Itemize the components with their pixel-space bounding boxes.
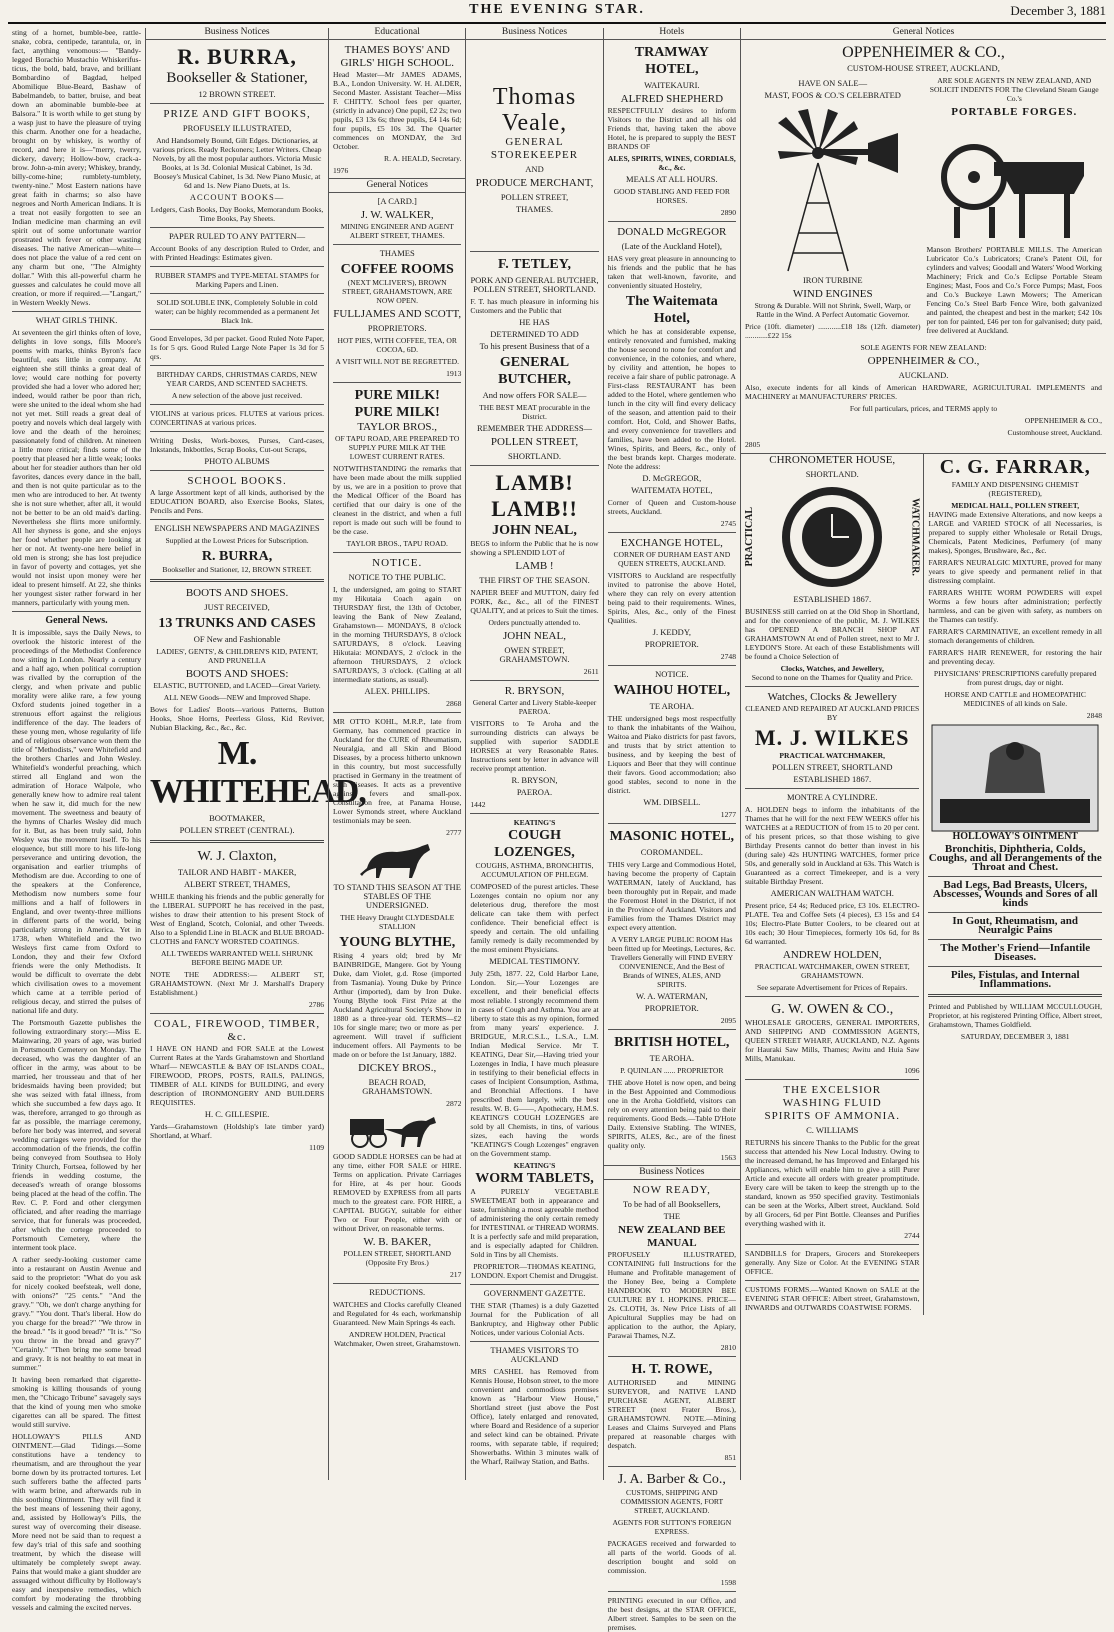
oppenheimer-2: OPPENHEIMER & CO.,: [867, 355, 980, 367]
cashel: MRS CASHEL has Removed from Kennis House, Hobson street, to the more convenient and commodious premises known as "Harbour View House," Shortland street (just above the Post Office), lately enlarged and renovated, where Board and Residence of a superior and select kind can be obtained. Private rooms, with separate table, if required; Showerbaths. Within 3 minutes walk of the Wharf, Railway Station, and Baths.: [470, 1367, 599, 1466]
he-has: HE HAS: [519, 317, 550, 327]
high-school-title: THAMES BOYS' AND GIRLS' HIGH SCHOOL.: [340, 44, 454, 69]
neuralgic: FARRAR'S NEURALGIC MIXTURE, proved for many years to give speedy and permanent relief in that distressing complaint.: [928, 558, 1102, 585]
heald: R. A. HEALD, Secretary.: [384, 154, 462, 163]
waltham-body: Present price, £4 4s; Reduced price, £3 10s. ELECTRO-PLATE. Tea and Coffee Sets (4 pieces), £3 15s and £4 10s; Electro-Plate Butter Coolers, to be cleared out at 10s each; 30 Hour Timepieces, formerly 10s 6d, for 8s 6d warranted.: [744, 901, 920, 946]
opp-agents: ARE SOLE AGENTS IN NEW ZEALAND, AND SOLICIT INDENTS FOR The Cleveland Steam Gauge Co.'s: [929, 76, 1099, 103]
blythe-body: Rising 4 years old; bred by Mr BAINBRIDGE, Mangere. Got by Young Duke, dam Violet, g.d. Rose (imported from Tasmania). Young Duke by Prince Arthur (imported), dam by Iron Duke. Young Blythe took First Prize at the Auckland Agricultural Society's Show in 1880 as a three-year old. TERMS—£2 10s for single mare; two or more as per agreement. Will travel if sufficient inducement offers. All Payments to be made on or before the 1st January, 1882.: [333, 951, 462, 1059]
british-aroha: TE AROHA.: [649, 1053, 695, 1063]
clocks-sub: Second to none on the Thames for Quality and Price.: [751, 673, 913, 682]
masthead: [8, 0, 1106, 24]
owen-co: G. W. OWEN & CO.,: [771, 1002, 894, 1017]
keddy: J. KEDDY,: [652, 627, 691, 637]
veale-street: POLLEN STREET,: [500, 192, 569, 202]
section-business: Business Notices: [604, 1165, 740, 1180]
offers: And now offers FOR SALE—: [482, 390, 587, 400]
kohl: MR OTTO KOHL, M.R.P., late from Germany, has commenced practice in Auckland for the CURE of Rheumatism, Neuralgia, and all Skin and Blood Diseases, by a process hitherto unknown in this country, but most successfully practised in Germany in the treatment of such diseases. It acts as a preventive against fevers and small-pox. Consultation free, at Panama House, Lower Symonds street, where Auckland testimonials may be seen.: [333, 717, 462, 825]
column-6: [740, 28, 1106, 1480]
rowe-body: AUTHORISED and MINING SURVEYOR, and NATIVE LAND PURCHASE AGENT, ALBERT STREET (next Frater Bros.), GRAHAMSTOWN. NOTE.—Mining Leases and Claims Surveyed and Plans prepared at reasonable charges with despatch.: [607, 1378, 736, 1450]
article-holloway: HOLLOWAY'S PILLS AND OINTMENT.—Glad Tidings.—Some constitutions have a tendency to rheumatism, and are throughout the year borne down by its protracted tortures. Let such sufferers bathe the affected parts with warm brine, and afterwards rub in this soothing Ointment. They will find it the best means of lessening their agony, and, assisted by Holloway's Pills, the surest way of overcoming their disease. More need not be said than to request a few day's trial of this safe and soothing treatment, by which the disease will ultimately be completely swept away. Pains that would make a giant shudder are assuaged without difficulty by Holloway's easy and inexpensive remedies, which comfort by moderating the throbbing vessels and calming the excited nerves.: [12, 1432, 142, 1612]
printing: PRINTING executed in our Office, and the best designs, at the STAR OFFICE, Albert street. Samples to be seen on the premises.: [607, 1596, 736, 1632]
claxton-address: ALBERT STREET, THAMES,: [183, 879, 291, 889]
shepherd: ALFRED SHEPHERD: [620, 93, 724, 105]
wilkes: M. J. WILKES: [754, 725, 910, 750]
cough-lozenges: COUGH LOZENGES,: [494, 828, 575, 860]
saddle-horses: GOOD SADDLE HORSES can be had at any time, either FOR SALE or HIRE. Terms on application. Private Carriages for Hire, at 4s per hour. Goods REMOVED by EXPRESS from all parts much to the greatest care. FOR HIRE, a CAPITAL BUGGY, suitable for either Two or Four People, either with or without Driver, on reasonable terms.: [333, 1152, 462, 1233]
bad-legs: Bad Legs, Bad Breasts, Ulcers, Abscesses, Wounds and Sores of all kinds: [932, 879, 1098, 909]
worm-powders: FARRARS WHITE WORM POWDERS will expel Worms a few hours after administration; perfectly harmless, and can be given with safety, as numbers on the Thames can testify.: [928, 588, 1102, 624]
waitemata-sig: WAITEMATA HOTEL,: [631, 485, 713, 495]
dibsell: WM. DIBSELL.: [643, 797, 701, 807]
washing-fluid: WASHING FLUID: [782, 1097, 882, 1109]
watches-cleaned: WATCHES and Clocks carefully Cleaned and Regulated for 4s each, workmanship Guaranteed. New Main Springs 4s each.: [333, 1300, 462, 1327]
horse-illustration: [352, 840, 442, 880]
excelsior: THE EXCELSIOR: [783, 1084, 882, 1096]
prize-books: PRIZE AND GIFT BOOKS,: [163, 108, 311, 120]
a-card: [A CARD.]: [377, 196, 417, 206]
burra-address: 12 BROWN STREET.: [198, 89, 276, 99]
first-season: THE FIRST OF THE SEASON.: [479, 575, 590, 585]
burra-name: R. BURRA,: [177, 44, 297, 69]
stand-season: TO STAND THIS SEASON AT THE STABLES OF THE UNDERSIGNED.: [333, 882, 461, 910]
phillips-number: 2868: [446, 699, 462, 708]
chronometer-ad: [741, 454, 924, 1315]
article-charms: sting of a hornet, bumble-bee, rattle-snake, cobra, centipede, tarantula, or, in fact, anything venomous:— "Bandy-legged Borachio Mustachio Whiskerifus-ticus, the bold, bald, brave, and brilliant Bombardino of Bagdad, helped Abomilique Blue-Beard, Bashaw of Babelmandeb, to batter, bruise, and beat down an abominable bumble-bee at Balsora." It is worth while to get stung by a wasp just to have the pleasure of trying this charm. Another one for a headache, brought on by whiskey, is worthy of record, and here it is—"merry, twerry, dickery, davery; Hollow-bow, crack-a-brow. John-a-min avery; Whiskey, brandy, billy-come-hine; rumblety-tumblety, twenty-nine." Most Eastern nations have great faith in charms; so also have negroes and North American Indians. It is a treat not easily forgotten to see an Indian medicine man charming an evil spirit out of some unfortunate warrior prostrated with fever or other wasting diseases. The native American—white—does not place the value of a red cent on any charm but one, "The Almighty dollar." With this all-powerful charm he guesses and calculates he could move all creation, or more if required.—"Langart," in Western Weekly News.: [12, 28, 142, 307]
thames: THAMES: [379, 248, 415, 258]
mast-foos: MAST, FOOS & CO.'S CELEBRATED: [764, 90, 901, 100]
andrew-sub: PRACTICAL WATCHMAKER, OWEN STREET, GRAHAMSTOWN.: [754, 962, 910, 980]
mcgregor: DONALD McGREGOR: [617, 226, 727, 238]
opp3-address: Customhouse street, Auckland.: [1007, 428, 1102, 437]
opp-number: 2805: [744, 440, 761, 449]
proprietors: PROPRIETORS.: [367, 323, 427, 333]
kohl-number: 2777: [446, 828, 462, 837]
taylor-signature: TAYLOR BROS., TAPU ROAD.: [346, 539, 448, 548]
pollen-street: POLLEN STREET,: [490, 436, 579, 448]
buggy-illustration: [342, 1111, 452, 1149]
chronometer-house: CHRONOMETER HOUSE,: [769, 454, 896, 466]
veale-thames: THAMES.: [515, 204, 554, 214]
portable-forges: PORTABLE FORGES.: [951, 106, 1078, 118]
young-blythe: YOUNG BLYTHE,: [339, 935, 456, 950]
taylor-body: OF TAPU ROAD, ARE PREPARED TO SUPPLY PURE MILK AT THE LOWEST CURRENT RATES.: [334, 434, 460, 461]
waitemata-body: which he has at considerable expense, entirely renovated and furnished, making the house second to none for comfort and convenience, in the colonies, and where, by civility and attention, he hopes to receive a fair share of public patronage. A First-class RESTAURANT has been added to the Hotel, where gentlemen who lunch in the city will find every delicacy of the season, and attention paid to their comfort. Hot, Cold, and Shower Baths, and every convenience for travellers and families, have been added to the Hotel. Wines, Spirits, and Beers, &c., only of the best brands kept. Charges moderate. Note the address:: [607, 327, 736, 471]
coromandel: COROMANDEL.: [640, 847, 703, 857]
rubber-stamps: RUBBER STAMPS and TYPE-METAL STAMPS for Marking Papers and Linen.: [154, 271, 320, 289]
cough-sub: COUGHS, ASTHMA, BRONCHITIS, ACCUMULATION OF PHLEGM.: [475, 861, 594, 879]
owen-number: 2611: [583, 667, 599, 676]
worm-proprietor: PROPRIETOR—THOMAS KEATING, LONDON. Export Chemist and Druggist.: [471, 1262, 598, 1280]
boots-and-shoes-2: BOOTS AND SHOES:: [185, 668, 289, 680]
lamb-headline: LAMB! LAMB!!: [491, 470, 578, 521]
notice-sub: NOTICE TO THE PUBLIC.: [348, 572, 446, 582]
napier-beef: NAPIER BEEF and MUTTON, dairy fed PORK, &c., &c., all of the FINEST QUALITY, and at prices to Suit the times.: [470, 588, 599, 615]
section-general: General Notices: [329, 178, 465, 193]
account-list: Ledgers, Cash Books, Day Books, Memorandum Books, Time Books, Pay Sheets.: [150, 205, 324, 223]
trunks-cases: 13 TRUNKS AND CASES: [158, 616, 316, 631]
barber: J. A. Barber & Co.,: [617, 1472, 726, 1487]
dibsell-number: 1277: [720, 810, 736, 819]
rowe: H. T. ROWE,: [631, 1362, 713, 1377]
waterman-prop: PROPRIETOR.: [644, 1003, 699, 1013]
phillips: ALEX. PHILLIPS.: [364, 686, 430, 696]
established: ESTABLISHED 1867.: [793, 594, 872, 604]
section-header: Business Notices: [466, 28, 602, 40]
issue-date: December 3, 1881: [1010, 3, 1106, 18]
new-fashionable: OF New and Fashionable: [193, 634, 281, 644]
worm-tablets: WORM TABLETS,: [475, 1171, 594, 1186]
chrono-body: BUSINESS still carried on at the Old Shop in Shortland, and for the convenience of the public, M. J. WILKES has OPENED A BRANCH SHOP AT GRAHAMSTOWN At end of Pollen street, next to Mr J. LEYDON'S Store. At each of these Establishments will be found a Choice Selection of: [744, 607, 920, 661]
british-number: 1563: [720, 1153, 736, 1162]
printed-by: Printed and Published by WILLIAM MCCULLOUGH, Proprietor, at his registered Printing Office, Albert street, Grahamstown, Thames Goldfield.: [928, 1002, 1102, 1029]
see-separate: See separate Advertisement for Prices of Repairs.: [757, 983, 908, 992]
claxton-number: 2786: [308, 1000, 325, 1009]
article-cigarettes: It having been remarked that cigarette-smoking is killing thousands of young men, the "Chicago Tribune" savagely says that the kind of young men who smoke cigarettes can all be spared. The fittest would still survive.: [12, 1375, 142, 1429]
williams-body: RETURNS his sincere Thanks to the Public for the great success that attended his New Local Industry. Owing to the increased demand, he has Improved and Enlarged his Appliances, which will enable him to give a still Purer Article and execute all orders with greater promptitude. Every care will be taken to keep the strength up to the standard, known as 950 specified gravity. Testimonials can be seen at the Works, Albert street, Auckland. Sold by all Grocers, 6d per Pint Bottle. Cleanses and Purifies everything washed with it.: [744, 1138, 920, 1228]
have-on-sale: HAVE ON SALE—: [798, 78, 868, 88]
notice-body: I, the undersigned, am going to START my Hikutaia Coach again on THURSDAY first, the 13th of October, leaving the Bank of New Zealand, Grahamstown— MONDAYS, 8 o'clock in the morning THURSDAYS, 8 o'clock SATURDAYS, 8 o'clock. Leaving Hikutaia: MONDAYS, 2 o'clock in the afternoon THURSDAYS, 2 o'clock SATURDAYS, 3 o'clock. (Calling at all intermediate stations, as usual).: [333, 585, 462, 684]
barber-body: CUSTOMS, SHIPPING AND COMMISSION AGENTS, FORT STREET, AUCKLAND.: [620, 1488, 724, 1515]
hall-body: HAVING made Extensive Alterations, and now keeps a LARGE and VARIED STOCK of all Necessaries, is prepared to supply either Wholesale or Retail Drugs, Chemicals, Patent Medicines, Perfumery (of many makes), Sponges, Brushware, &c., &c.: [928, 510, 1102, 555]
bootmaker: BOOTMAKER,: [209, 813, 266, 823]
john-neal-2: JOHN NEAL,: [503, 630, 566, 642]
tetley-body: F. T. has much pleasure in informing his Customers and the Public that: [470, 297, 599, 315]
burra-body-2: Bookseller and Stationer, 12, BROWN STREET.: [162, 565, 312, 574]
keddy-prop: PROPRIETOR.: [644, 639, 699, 649]
envelopes: Good Envelopes, 3d per packet. Good Ruled Note Paper, 1s for 5 qrs. Good Ruled Large Note Paper 1s 3d for 5 qrs.: [150, 334, 325, 361]
violins: VIOLINS at various prices. FLUTES at various prices. CONCERTINAS at various prices.: [150, 409, 325, 427]
section-header: Business Notices: [146, 28, 328, 40]
coal-firewood: COAL, FIREWOOD, TIMBER, &c.: [153, 1018, 321, 1043]
exchange-addr: CORNER OF DURHAM EAST AND QUEEN STREETS, AUCKLAND.: [613, 550, 731, 568]
montre-cylindre: MONTRE A CYLINDRE.: [787, 792, 878, 802]
burra-name-2: R. BURRA,: [201, 549, 273, 564]
practical: PRACTICAL: [743, 507, 755, 567]
piles: Piles, Fistulas, and Internal Inflammations.: [950, 969, 1080, 990]
sutton: AGENTS FOR SUTTON'S FOREIGN EXPRESS.: [612, 1518, 732, 1536]
british-hotel: BRITISH HOTEL,: [614, 1035, 730, 1050]
bryson-body: VISITORS to Te Aroha and the surrounding districts can always be supplied with superior SADDLE HORSES at very Reasonable Rates. Instructions sent by letter in advance will receive prompt attention.: [470, 719, 599, 773]
stabling: GOOD STABLING AND FEED FOR HORSES.: [613, 187, 730, 205]
fulljames: FULLJAMES AND SCOTT,: [333, 308, 462, 320]
medical-testimony: MEDICAL TESTIMONY.: [489, 956, 580, 966]
bee-manual: NEW ZEALAND BEE MANUAL: [618, 1224, 726, 1249]
watches-clocks-jewellery: Watches, Clocks & Jewellery: [767, 691, 897, 703]
packages-number: 1598: [720, 1578, 736, 1587]
masonic-room: A VERY LARGE PUBLIC ROOM Has been fitted up for Meetings, Lectures, &c. Travellers Generally will FIND EVERY CONVENIENCE, And the Best of Brands of WINES, ALES, AND SPIRITS.: [608, 935, 736, 989]
school-books: SCHOOL BOOKS.: [187, 475, 287, 487]
est-1867: ESTABLISHED 1867.: [793, 774, 872, 784]
prize-list: And Handsomely Bound, Gilt Edges. Dictionaries, at various prices. Ready Reckoners; Letter Writers. Cheap Novels, by all the most popular authors. Victoria Music Books, at 1s 3d. Colonial Musical Cabinet, 1s 3d. Boosey's Musical Cabinet, 1s 3d. New Piano Music, at 6d and 1s. New Piano Duets, at 1s.: [152, 136, 322, 190]
article-methodist: It is impossible, says the Daily News, to overlook the historic interest of the proceedings of the Methodist Conference now sitting in London. Nearly a century and a half ago, when political corruption was rivalled by the corruption of the clergy, and when private and public morality were alike rare, a few young Oxford students joined together in a strenuous effort against the religious indifference of the day. The leaders of these young men, whose regularity of life and of religious observance won them the title of "Methodists," were Whitefield and the brothers Charles and John Wesley. Whitefield's wonderful preaching, which stirred all England and won the admiration of Horace Walpole, who generally knew how to admire real talent when he saw it, did much for the new movement. The sweetness and beauty of the hymns of Charles Wesley did much for it. But, as has been truly said, John Wesley was the movement itself. To his eloquence, but still more to his life-long perseverance and untiring devotion, the organisation and earlier triumphs of Methodism are due. According to one of the speakers at the Conference, Methodism now numbers some four millions and a half of followers in England, and over twenty-three millions in different parts of the world, being particularly strong in America. Yet in 1738, when Whitefield and the two Wesleys first came from Oxford to London, they and their few Oxford friends were the only Methodists. It would be difficult to overrate the debt which civilisation owes to a movement which came at a terrible period of religious decay, and stirred the pulses of national life and duty.: [12, 628, 142, 1015]
john-neal: JOHN NEAL,: [492, 523, 577, 538]
desks: Writing Desks, Work-boxes, Purses, Card-cases, Inkstands, Inkbottles, Scrap Books, Cut-out Scraps,: [150, 436, 325, 454]
exchange-body: VISITORS to Auckland are respectfully invited to patronise the above Hotel, where they can rely on every attention being paid to their requirements. Wines, Spirits, Ales, &c., only of the Finest Qualities.: [607, 571, 736, 625]
whitehead-address: POLLEN STREET (CENTRAL).: [179, 825, 295, 835]
tramway-body: RESPECTFULLY desires to inform Visitors to the District and all his old Friends that, having taken the above Hotel, he is prepared to supply the BEST BRANDS OF: [607, 106, 736, 151]
auckland: AUCKLAND.: [898, 370, 949, 380]
visitors-auckland: THAMES VISITORS TO AUCKLAND: [490, 1345, 579, 1364]
yards-number: 1109: [309, 1143, 325, 1152]
determined: DETERMINED TO ADD: [490, 329, 579, 339]
just-received: JUST RECEIVED,: [204, 602, 270, 612]
tramway-hotel: TRAMWAY HOTEL,: [634, 45, 709, 77]
oppenheimer: OPPENHEIMER & CO.,: [842, 44, 1005, 61]
prize-sub: PROFUSELY ILLUSTRATED,: [182, 123, 292, 133]
hot-pies: HOT PIES, WITH COFFEE, TEA, OR COCOA, 6D.: [337, 336, 457, 354]
pure-milk-2: PURE MILK!: [354, 405, 440, 420]
the: THE: [663, 1211, 681, 1221]
meals: MEALS AT ALL HOURS.: [626, 174, 718, 184]
baker-body: POLLEN STREET, SHORTLAND (Opposite Fry Bros.): [343, 1249, 452, 1267]
windmill-price: Price (10ft. diameter) ............£18 18s (12ft. diameter) ............£22 15s: [744, 322, 921, 340]
waihou-body: THE undersigned begs most respectfully to thank the inhabitants of the Waihou, Waitoa and Piako districts for past favors, and trusts that by strict attention to business, and by keeping the best of Liquors and Beer that they will continue their favors. Good accommodation; also good stables, second to none in the district.: [607, 714, 736, 795]
coffee-rooms: COFFEE ROOMS: [340, 262, 454, 277]
pure-milk-1: PURE MILK!: [354, 388, 440, 403]
medical-hall: MEDICAL HALL, POLLEN STREET,: [951, 501, 1080, 510]
tweeds: ALL TWEEDS WARRANTED WELL SHRUNK BEFORE BEING MADE UP.: [160, 949, 314, 967]
waitemata-addr: Corner of Queen and Custom-house streets, Auckland.: [607, 498, 736, 516]
claxton-name: W. J. Claxton,: [197, 849, 277, 864]
coal-body: I HAVE ON HAND and FOR SALE at the Lowest Current Rates at the Yards Grahamstown and Shortland Wharf— NEWCASTLE & BAY OF ISLANDS COAL, FIREWOOD, PROPS, POSTS, RAILS, PALINGS, TIMBER of ALL KINDS for BUILDING, and every description of IRONMONGERY AND BUILDERS REQUISITES.: [150, 1044, 325, 1107]
claxton-note: NOTE THE ADDRESS:— ALBERT ST, GRAHAMSTOWN. (Next Mr J. Marshall's Drapery Establishment.): [150, 970, 325, 997]
shortland: SHORTLAND.: [507, 451, 562, 461]
neal-body: BEGS to inform the Public that he is now showing a SPLENDID LOT of: [470, 539, 599, 557]
holloway-ointment: HOLLOWAY'S OINTMENT: [952, 831, 1078, 842]
wind-engines: WIND ENGINES: [792, 288, 873, 300]
cards-sub: A new selection of the above just received.: [171, 391, 303, 400]
bryson: R. BRYSON,: [504, 685, 565, 697]
rowe-number: 851: [724, 1453, 736, 1462]
andrew-holden: ANDREW HOLDEN,: [782, 949, 882, 961]
exchange-hotel: EXCHANGE HOTEL,: [620, 537, 723, 549]
account-books: ACCOUNT BOOKS—: [189, 192, 285, 202]
gazette: GOVERNMENT GAZETTE.: [483, 1288, 586, 1298]
article-what-girls-think: At seventeen the girl thinks often of love, delights in love songs, fills Moore's poems with marks, thinks Byron's face beautiful, eats little in company. At eighteen she still thinks a great deal of love; would care nothing for poverty provided she had a lover who adored her; indeed, would rather be poor than rich, were she united to the ideal whom she had not yet met. Still reads a great deal of poetry and novels which deal largely with love and the death of the heroines; passionately fond of children. At nineteen a little more critical; finds some of the poetry that pleased her a little weak; looks about her for steadier authors than her old favorites, dances every dance in the ball, and then is not quite particular as to the men who are introduced to her. At twenty she is not sure whether, after all, it would not be better to be an old maid's darling. Nevertheless she flirts more uniformly. All her shyness is gone, and she enjoys her food whether people are looking at her or not. At twenty-one here belief in old men is strong; she has lost prejudice in favor of poverty and cottages, yet she would not insist upon money were her ideal to present himself. At 22, she thinks her youngest sister rather forward in her manners, particularly with young men.: [12, 328, 142, 607]
bee-number: 2810: [720, 1343, 736, 1352]
holden-body: A. HOLDEN begs to inform the inhabitants of the Thames that he will for the next FEW WEEKS offer his WATCHES at a REDUCTION of from 15 to 20 per cent. of his present prices, so that those wishing to give Birthday Presents cannot do better than invest in his (during sale) 42s HUNTING WATCHES, former price 50s, and generally sold in Auckland at 63s. This Watch is Guaranteed as a correct Timekeeper, and is a very suitable Birthday Present.: [744, 805, 920, 886]
holden-sig: ANDREW HOLDEN, Practical Watchmaker, Owen street, Grahamstown.: [333, 1330, 461, 1348]
opp-also: Also, execute indents for all kinds of American HARDWARE, AGRICULTURAL IMPLEMENTS and MACHINERY at MANUFACTURERS' PRICES.: [744, 383, 1102, 401]
photo-albums: PHOTO ALBUMS: [204, 456, 270, 466]
tailor: TAILOR AND HABIT - MAKER,: [177, 867, 297, 877]
paeroa: PAEROA.: [516, 787, 553, 797]
quinlan: P. QUINLAN ...... PROPRIETOR: [620, 1066, 724, 1075]
clock-illustration: [777, 482, 887, 592]
watchmaker-vertical: WATCHMAKER.: [909, 498, 921, 576]
prescriptions: PHYSICIANS' PRESCRIPTIONS carefully prepared from purest drugs, day or night.: [933, 669, 1097, 687]
williams-number: 2744: [904, 1231, 920, 1240]
strong-durable: Strong & Durable. Will not Shrink, Swell, Warp, or Rattle in the Wind. A Perfect Automatic Governor.: [754, 301, 911, 319]
owen-body: WHOLESALE GROCERS, GENERAL IMPORTERS, AND SHIPPING AND COMMISSION AGENTS, QUEEN STREET WHARF, AUCKLAND, N.Z. Agents for Hauraki Saw Mills, Thames; Awitu and Huia Saw Mills, Manukau.: [744, 1018, 920, 1063]
forge-illustration: [934, 122, 1094, 242]
owen-number: 1096: [904, 1066, 920, 1075]
waitemata-number: 2745: [720, 519, 736, 528]
ales-spirits: ALES, SPIRITS, WINES, CORDIALS, &c., &c.: [607, 154, 736, 172]
bryson-number: 1442: [470, 800, 486, 809]
lamb-2: LAMB !: [515, 560, 554, 572]
school-books-body: A large Assortment kept of all kinds, authorised by the EDUCATION BOARD, also Exercise Books, Slates, Pencils and Pens.: [150, 488, 325, 515]
waterman-number: 2095: [720, 1016, 736, 1025]
stabling-number: 2890: [720, 208, 736, 217]
column-4: [465, 28, 602, 1480]
medical-body: July 25th, 1877. 22, Cold Harbor Lane, London. Sir,—Your Lozenges are excellent, and their beneficial effects most reliable. I strongly recommend them in cases of Cough and Asthma. You are at liberty to state this as my opinion, formed from many years' experience. J. BRIDGUE, M.R.C.S.L., L.S.A., L.M. Indian Medical Service. Mr T. KEATING, Dear Sir,—Having tried your Lozenges in India, I have much pleasure in testifying to their beneficial effects in cases of Incipient Consumption, Asthma, and Bronchial Affections. I have prescribed them largely, with the best results. W. B. G——, Apothecary, H.M.S. KEATING'S COUGH LOZENGES are sold by all Chemists, in tins, of various sizes, each having the words "KEATING'S Cough Lozenges" engraven on the Government stamp.: [470, 969, 599, 1158]
oppenheimer-3: OPPENHEIMER & CO.,: [1024, 416, 1102, 425]
school-number: 1976: [333, 166, 349, 175]
storekeeper: GENERAL STOREKEEPER: [490, 136, 579, 161]
bronchitis: Bronchitis, Diphtheria, Colds, Coughs, and all Derangements of the Throat and Chest.: [928, 843, 1102, 873]
farrar: C. G. FARRAR,: [939, 456, 1091, 478]
coffee-sub: (NEXT MCLIVER'S), BROWN STREET, GRAHAMSTOWN, ARE NOW OPEN.: [342, 278, 453, 305]
masonic-hotel: MASONIC HOTEL,: [609, 829, 735, 844]
remember: REMEMBER THE ADDRESS—: [476, 423, 593, 433]
spirits-ammonia: SPIRITS OF AMMONIA.: [764, 1110, 900, 1122]
waterman: W. A. WATERMAN,: [636, 991, 708, 1001]
column-1: [8, 28, 145, 1612]
keddy-number: 2748: [720, 652, 736, 661]
mothers-friend: The Mother's Friend—Infantile Diseases.: [940, 942, 1091, 963]
orders: Orders punctually attended to.: [488, 618, 581, 627]
section-header: Educational: [329, 28, 465, 40]
section-header: Hotels: [604, 28, 740, 40]
taylor-text: NOTWITHSTANDING the remarks that have been made about the milk supplied by us, we are in a position to prove that the Medical Officer of the Board has certified that our dairy is one of the cleanest in the district, and when a full report is made out such will be found to be the case.: [333, 464, 462, 536]
newspapers-body: Supplied at the Lowest Prices for Subscription.: [165, 536, 309, 545]
walker-body: MINING ENGINEER AND AGENT ALBERT STREET, THAMES.: [340, 222, 454, 240]
article-portsmouth: The Portsmouth Gazette publishes the following extraordinary story:—Miss E. Mainwaring, 20 years of age, was buried in Portsmouth Cemetery on Monday. The deceased, who was the daughter of an officer in the army, was about to be married, her trousseau and that of her bridesmaids having been provided; but she was seized with fatal illness, from which she succumbed a few days ago. It was, therefore, arranged to go through as far as possible, the marriage ceremony, before her body was interred, and several wedding carriages were provided for the accommodation of the friends, the coffin being conveyed from Southsea to Holy Trinity Church, Fortsea, followed by her friends in wedding costume, the deceased's wreath of orange blossoms being placed at the head of the coffin. The Rev. C. P. Ford and other clergymen officiated, and after reading the marriage service, that for funerals was proceeded, after which the cortege proceeded to Portsmouth Cemetery, where the interment took place.: [12, 1018, 142, 1252]
burra-title: Bookseller & Stationer,: [166, 70, 308, 86]
bows: Bows for Ladies' Boots—various Patterns, Button Hooks, Shoe Horns, Peerless Gloss, Kid Reviver, Nubian Blacking, &c., &c., &c.: [150, 705, 325, 732]
paper-ruled: PAPER RULED TO ANY PATTERN—: [168, 231, 306, 241]
mcgregor-sub: (Late of the Auckland Hotel),: [621, 241, 722, 251]
high-school-body: Head Master—Mr JAMES ADAMS, B.A., London University. W. H. ALDER, Second Master. Assistant Teacher—Miss F. CHITTY. School fees per quarter, (strictly in advance) One pupil, £2 2s; two pupils, £3 13s 6s; three pupils, £4 14s 6d; four pupils, £5 10s 3d. The Quarter commences on MONDAY, the 3rd October.: [333, 70, 462, 151]
printed-date: SATURDAY, DECEMBER 3, 1881: [960, 1032, 1070, 1041]
clocks-watches: Clocks, Watches, and Jewellery,: [780, 664, 884, 673]
dickey-number: 2872: [446, 1099, 462, 1108]
williams: C. WILLIAMS: [806, 1125, 859, 1135]
dickey-address: BEACH ROAD, GRAHAMSTOWN.: [362, 1077, 433, 1096]
tetley-sub: PORK AND GENERAL BUTCHER, POLLEN STREET, SHORTLAND.: [470, 275, 599, 294]
dickey-bros: DICKEY BROS.,: [358, 1062, 437, 1074]
customs-forms: CUSTOMS FORMS.—Wanted Known on SALE at the EVENING STAR OFFICE: Albert street, Grahamstown, INWARDS and OUTWARDS COASTWISE FORMS.: [744, 1285, 920, 1312]
gout: In Gout, Rheumatism, and Neuralgic Pains: [952, 915, 1079, 936]
column-3: [328, 28, 465, 1480]
bryson-2: R. BRYSON,: [511, 775, 558, 785]
visit: A VISIT WILL NOT BE REGRETTED.: [335, 357, 459, 366]
paper-body: Account Books of any description Ruled to Order, and with Printed Headings: Estimates given.: [150, 244, 325, 262]
iron-turbine: IRON TURBINE: [802, 275, 863, 285]
whitehead-name: M. WHITEHEAD,: [150, 735, 366, 810]
cards: BIRTHDAY CARDS, CHRISTMAS CARDS, NEW YEAR CARDS, AND SCENTED SACHETS.: [156, 370, 318, 388]
windmill-illustration: [758, 103, 908, 273]
sandbills: SANDBILLS for Drapers, Grocers and Storekeepers generally. Any Size or Color. At the EVENING STAR OFFICE.: [744, 1249, 920, 1276]
owen-street: OWEN STREET, GRAHAMSTOWN.: [499, 645, 570, 664]
to-his: To his present Business that of a: [479, 341, 590, 351]
reductions: REDUCTIONS.: [369, 1287, 426, 1297]
boots-and-shoes: BOOTS AND SHOES.: [185, 587, 289, 599]
packages: PACKAGES received and forwarded to all parts of the world. Goods of al. description bought and sold on commission.: [607, 1539, 736, 1575]
sole-agents: SOLE AGENTS FOR NEW ZEALAND:: [860, 343, 987, 352]
gazette-body: THE STAR (Thames) is a duly Gazetted Journal for the Publication of all Bankruptcy, and Highway other Public Notices, under various Colonial Acts.: [470, 1301, 599, 1337]
holloway-illustration: [930, 723, 1100, 833]
gillespie: H. C. GILLESPIE.: [204, 1109, 270, 1119]
notice-5: NOTICE.: [655, 669, 689, 679]
british-body: THE above Hotel is now open, and being in the Best Appointed and Commodious one in the Aroha Goldfield, visitors can rely on every attention being paid to their requirements. Good Beds.—Table D'Hote Daily. Extensive Stabling. The WINES, SPIRITS, ALES, &c., are of the finest quality only.: [607, 1078, 736, 1150]
claxton-body: WHILE thanking his friends and the public generally for the LIBERAL SUPPORT he has received in the past, wishes to draw their attention to his present Stock of West of England, Scotch, Colonial, and other Tweeds. Also to a Splendid Line in BLACK and BLUE BROAD-CLOTHS and FANCY WORSTED COATINGS.: [150, 892, 325, 946]
visit-number: 1913: [446, 369, 462, 378]
worm-body: A PURELY VEGETABLE SWEETMEAT both in appearance and taste, furnishing a most agreeable method of administering the only certain remedy for INTESTINAL or THREAD WORMS. It is a perfectly safe and mild preparation, and is especially adapted for Children. Sold in Tins by all Chemists.: [470, 1187, 599, 1259]
ladies-gents: LADIES', GENTS', & CHILDREN'S KID, PATENT, AND PRUNELLA: [156, 647, 318, 665]
bryson-sub: General Carter and Livery Stable-keeper PAEROA.: [472, 698, 597, 716]
section-header: General Notices: [741, 28, 1106, 40]
walker-name: J. W. WALKER,: [360, 209, 434, 221]
and: AND: [525, 164, 544, 174]
thomas-veale: Thomas Veale,: [492, 84, 577, 136]
horse-number: 2848: [1086, 711, 1102, 720]
waltham: AMERICAN WALTHAM WATCH.: [770, 888, 894, 898]
new-goods: ALL NEW Goods—NEW and Improved Shape.: [163, 693, 311, 702]
taylor-bros: TAYLOR BROS.,: [357, 421, 438, 433]
full-particulars: For full particulars, prices, and TERMS apply to: [849, 404, 998, 413]
masonic-body: THIS very Large and Commodious Hotel, having become the property of Captain WATERMAN, lately of Auckland, has been thoroughly put in Repair, and made the Foremost Hotel in the District, if not in the Province of Auckland. Visitors and Families from the Thames District may expect every attention.: [607, 860, 736, 932]
cough-body: COMPOSED of the purest articles. These Lozenges contain no opium nor any deleterious drug, therefore the most delicate can take them with perfect confidence. Their beneficial effect is speedy and certain. The old unfailing family remedy is daily recommended by the most eminent Physicians.: [470, 882, 599, 954]
mcgregor-body: HAS very great pleasure in announcing to his friends and the public that he has taken that well-known, favorite, and conveniently situated Hostelry,: [607, 254, 736, 290]
notice: NOTICE.: [372, 557, 423, 569]
tetley: F. TETLEY,: [498, 257, 572, 272]
farrar-ad: [923, 454, 1106, 1315]
baker-number: 217: [449, 1270, 462, 1279]
newspapers: ENGLISH NEWSPAPERS AND MAGAZINES: [154, 523, 320, 533]
best-meat: THE BEST MEAT procurable in the District.: [479, 403, 590, 421]
d-mcgregor: D. McGREGOR,: [642, 473, 702, 483]
soluble-ink: SOLID SOLUBLE INK, Completely Soluble in cold water; can be highly recommended as a permanent Jet Black Ink.: [154, 298, 320, 325]
waitekauri: WAITEKAURI.: [644, 80, 700, 90]
article-restaurant: A rather seedy-looking customer came into a restaurant on Austin Avenue and said to the proprietor: "What do you ask for nicely cooked beefsteak, well done, with onions?" "25 cents." "And the gravy." "Oh, we don't charge anything for gravy." "You dont. That's liberal. How do you charge for the bread?" "We throw in the bread." "Is it good bread?" "It is." "So you throw in the bread and gravy?" "Certainly." "Then bring me some bread and gravy. It is not healthy to eat meat in summer.": [12, 1255, 142, 1372]
keatings-2: KEATING'S: [513, 1161, 556, 1170]
mast-list: Manson Brothers' PORTABLE MILLS. The American Lubricator Co.'s Lubricators; Crane's Patent Oil, for cylinders and valves; Goodall and Waters' Wood Working Machinery; Frick and Co.'s Eclipse Portable Steam Engines; Mast, Foos and Co.'s Force Pumps; Mast, Foos and Co.'s Buckeye Lawn Mowers; The American Fencing Co.'s Steel Barb Fence Wire, both galvanized and painted, the cheapest and best in the market; £42 10s per ton for painted, £46 per ton for galvanised; duty paid, free delivered at Auckland.: [926, 245, 1102, 335]
baker: W. B. BAKER,: [363, 1236, 432, 1248]
column-5: [603, 27, 740, 1632]
general-butcher: GENERAL BUTCHER,: [498, 355, 571, 387]
bee-body: PROFUSELY ILLUSTRATED, CONTAINING full Instructions for the Humane and Profitable management of the Honey Bee, being a Complete HANDBOOK TO MODERN BEE CULTURE BY I. HOPKINS. PRICE—2s. CLOTH, 3s. New Price Lists of all Apicultural Supplies may be had on application to the author, the Apiary, Parawai Thames, N.Z.: [607, 1250, 736, 1340]
waitemata-hotel: The Waitemata Hotel,: [625, 294, 718, 326]
newspaper-title: THE EVENING STAR.: [469, 2, 645, 17]
carminative: FARRAR'S CARMINATIVE, an excellent remedy in all stomach derangements of children.: [928, 627, 1102, 645]
booksellers: To be had of all Booksellers,: [623, 1199, 721, 1209]
heavy-draught: THE Heavy Draught CLYDESDALE STALLION: [340, 913, 455, 931]
waihou-hotel: WAIHOU HOTEL,: [613, 683, 731, 698]
practical-watchmaker: PRACTICAL WATCHMAKER,: [779, 751, 886, 760]
keatings: KEATING'S: [513, 818, 556, 827]
headline-what-girls-think: WHAT GIRLS THINK.: [35, 315, 118, 325]
cleaned-repaired: CLEANED AND REPAIRED AT AUCKLAND PRICES BY: [745, 704, 920, 722]
newspaper-page: [8, 27, 1106, 1632]
farrar-sub: FAMILY AND DISPENSING CHEMIST (REGISTERED),: [951, 480, 1079, 498]
produce-merchant: PRODUCE MERCHANT,: [475, 177, 594, 189]
horse-cattle: HORSE AND CATTLE and HOMEOPATHIC MEDICINES of all kinds on Sale.: [944, 690, 1086, 708]
pollen-shortland: POLLEN STREET, SHORTLAND: [772, 762, 893, 772]
yards: Yards—Grahamstown (Holdship's late timber yard) Shortland, at Wharf.: [150, 1122, 325, 1140]
headline-general-news: General News.: [45, 615, 108, 626]
chrono-shortland: SHORTLAND.: [805, 469, 859, 479]
te-aroha: TE AROHA.: [649, 701, 695, 711]
elastic: ELASTIC, BUTTONED, and LACED—Great Variety.: [153, 681, 321, 690]
opp-address: CUSTOM-HOUSE STREET, AUCKLAND,: [847, 63, 1000, 73]
hair-renewer: FARRAR'S HAIR RENEWER, for restoring the hair and preventing decay.: [928, 648, 1102, 666]
now-ready: NOW READY,: [632, 1184, 711, 1196]
